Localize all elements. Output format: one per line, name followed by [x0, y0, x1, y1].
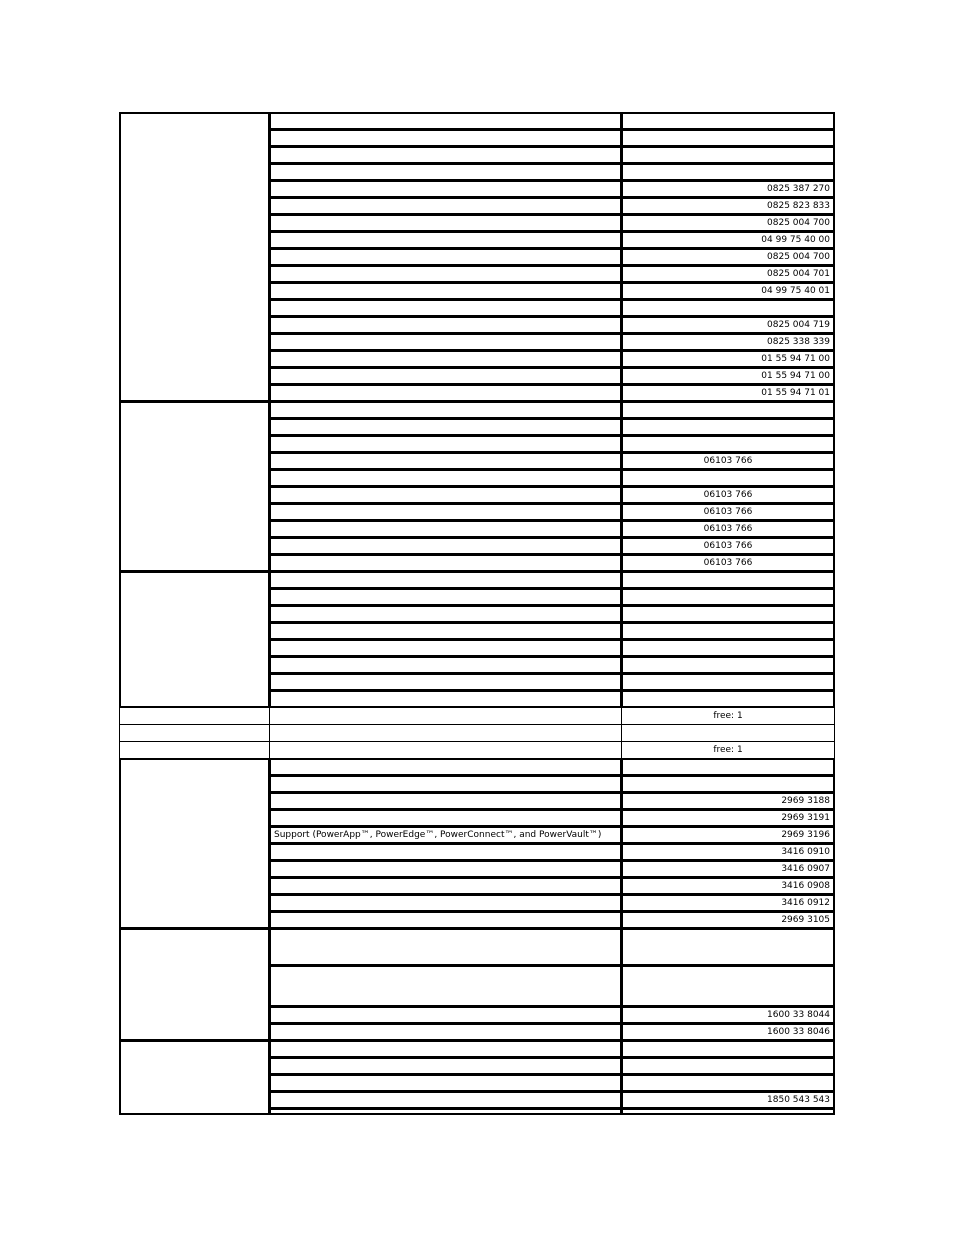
- service-cell: [269, 469, 622, 487]
- service-cell: [269, 843, 622, 861]
- phone-number-cell: [621, 622, 835, 640]
- phone-number-cell: 3416 0907: [621, 860, 835, 878]
- service-cell: [269, 452, 622, 470]
- phone-number-cell: 0825 823 833: [621, 197, 835, 215]
- service-cell: [269, 860, 622, 878]
- phone-number-cell: [621, 401, 835, 419]
- phone-number-cell: 2969 3196: [621, 826, 835, 844]
- service-cell: [269, 163, 622, 181]
- phone-number-cell: [621, 928, 835, 966]
- country-cell: [119, 707, 270, 725]
- service-cell: [269, 571, 622, 589]
- contact-table: [119, 112, 835, 1118]
- service-cell: [269, 928, 622, 966]
- phone-number-cell: [621, 965, 835, 1007]
- phone-number-cell: [621, 758, 835, 776]
- service-cell: [269, 129, 622, 147]
- service-cell: [269, 792, 622, 810]
- phone-number-cell: 1600 33 8044: [621, 1006, 835, 1024]
- phone-number-cell: free: 1: [621, 741, 835, 759]
- service-cell: [269, 503, 622, 521]
- service-cell: [269, 775, 622, 793]
- service-cell: [269, 350, 622, 368]
- service-cell: [269, 1057, 622, 1075]
- phone-number-cell: 2969 3105: [621, 911, 835, 929]
- phone-number-cell: 06103 766: [621, 452, 835, 470]
- country-cell: [119, 928, 270, 1041]
- phone-number-cell: 01 55 94 71 01: [621, 384, 835, 402]
- service-cell: [269, 520, 622, 538]
- service-cell: [269, 146, 622, 164]
- service-cell: [269, 1108, 622, 1115]
- phone-number-cell: [621, 146, 835, 164]
- service-cell: Support (PowerApp™, PowerEdge™, PowerConnect™, and PowerVault™): [269, 826, 622, 844]
- service-cell: [269, 333, 622, 351]
- country-cell: [119, 758, 270, 929]
- phone-number-cell: [621, 299, 835, 317]
- phone-number-cell: [621, 1108, 835, 1115]
- phone-number-cell: [621, 469, 835, 487]
- phone-number-cell: [621, 673, 835, 691]
- phone-number-cell: 2969 3191: [621, 809, 835, 827]
- phone-number-cell: [621, 129, 835, 147]
- service-cell: [269, 673, 622, 691]
- service-cell: [269, 724, 622, 742]
- phone-number-cell: [621, 418, 835, 436]
- phone-number-cell: [621, 112, 835, 130]
- service-cell: [269, 401, 622, 419]
- service-cell: [269, 622, 622, 640]
- phone-number-cell: 1850 543 543: [621, 1091, 835, 1109]
- phone-number-cell: [621, 435, 835, 453]
- phone-number-cell: 1600 33 8046: [621, 1023, 835, 1041]
- service-cell: [269, 486, 622, 504]
- phone-number-cell: [621, 690, 835, 708]
- phone-number-cell: [621, 1074, 835, 1092]
- service-cell: [269, 554, 622, 572]
- service-cell: [269, 758, 622, 776]
- service-cell: [269, 690, 622, 708]
- phone-number-cell: free: 1: [621, 707, 835, 725]
- service-cell: [269, 231, 622, 249]
- phone-number-cell: 01 55 94 71 00: [621, 367, 835, 385]
- service-cell: [269, 384, 622, 402]
- phone-number-cell: 04 99 75 40 01: [621, 282, 835, 300]
- phone-number-cell: 06103 766: [621, 520, 835, 538]
- service-cell: [269, 180, 622, 198]
- service-cell: [269, 605, 622, 623]
- service-cell: [269, 418, 622, 436]
- service-cell: [269, 1040, 622, 1058]
- service-cell: [269, 965, 622, 1007]
- phone-number-cell: 06103 766: [621, 486, 835, 504]
- service-cell: [269, 911, 622, 929]
- service-cell: [269, 1091, 622, 1109]
- service-cell: [269, 588, 622, 606]
- phone-number-cell: 0825 004 701: [621, 265, 835, 283]
- phone-number-cell: 0825 338 339: [621, 333, 835, 351]
- service-cell: [269, 656, 622, 674]
- phone-number-cell: 01 55 94 71 00: [621, 350, 835, 368]
- service-cell: [269, 197, 622, 215]
- phone-number-cell: 06103 766: [621, 537, 835, 555]
- phone-number-cell: 3416 0912: [621, 894, 835, 912]
- service-cell: [269, 367, 622, 385]
- service-cell: [269, 112, 622, 130]
- phone-number-cell: 3416 0908: [621, 877, 835, 895]
- phone-number-cell: 3416 0910: [621, 843, 835, 861]
- phone-number-cell: 06103 766: [621, 503, 835, 521]
- country-cell: [119, 741, 270, 759]
- service-cell: [269, 248, 622, 266]
- phone-number-cell: [621, 656, 835, 674]
- phone-number-cell: 0825 004 700: [621, 214, 835, 232]
- service-cell: [269, 1023, 622, 1041]
- country-cell: [119, 401, 270, 572]
- phone-number-cell: 0825 004 700: [621, 248, 835, 266]
- phone-number-cell: [621, 605, 835, 623]
- service-cell: [269, 741, 622, 759]
- phone-number-cell: [621, 775, 835, 793]
- service-cell: [269, 316, 622, 334]
- service-cell: [269, 894, 622, 912]
- phone-number-cell: 2969 3188: [621, 792, 835, 810]
- phone-number-cell: [621, 163, 835, 181]
- phone-number-cell: [621, 724, 835, 742]
- service-cell: [269, 282, 622, 300]
- phone-number-cell: [621, 571, 835, 589]
- phone-number-cell: [621, 1057, 835, 1075]
- service-cell: [269, 537, 622, 555]
- phone-number-cell: 06103 766: [621, 554, 835, 572]
- service-cell: [269, 707, 622, 725]
- phone-number-cell: [621, 1040, 835, 1058]
- service-cell: [269, 809, 622, 827]
- service-cell: [269, 1006, 622, 1024]
- country-cell: [119, 112, 270, 402]
- country-cell: [119, 571, 270, 708]
- service-cell: [269, 299, 622, 317]
- service-cell: [269, 265, 622, 283]
- phone-number-cell: [621, 588, 835, 606]
- country-cell: [119, 1040, 270, 1115]
- phone-number-cell: 0825 004 719: [621, 316, 835, 334]
- service-cell: [269, 214, 622, 232]
- service-cell: [269, 435, 622, 453]
- service-cell: [269, 877, 622, 895]
- phone-number-cell: 04 99 75 40 00: [621, 231, 835, 249]
- phone-number-cell: [621, 639, 835, 657]
- phone-number-cell: 0825 387 270: [621, 180, 835, 198]
- service-cell: [269, 639, 622, 657]
- service-cell: [269, 1074, 622, 1092]
- country-cell: [119, 724, 270, 742]
